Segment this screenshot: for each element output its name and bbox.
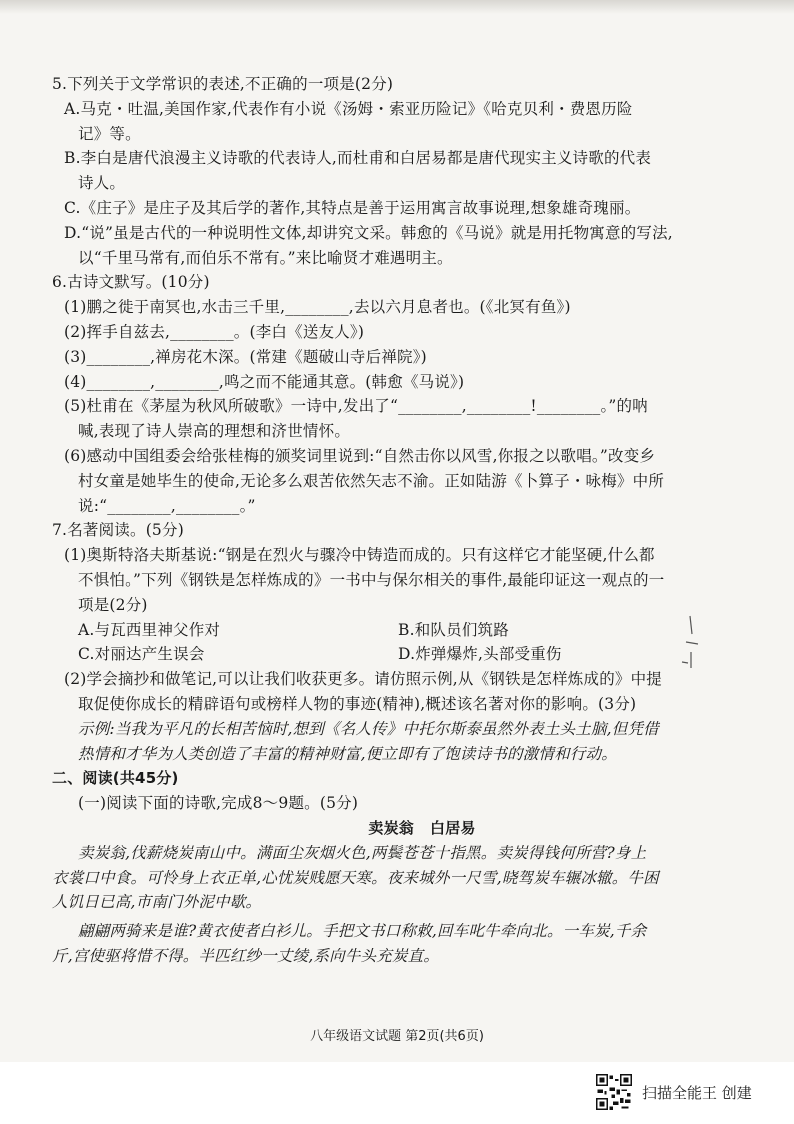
poem-stanza-2-cont: 斤,宫使驱将惜不得。半匹红纱一丈绫,系向牛头充炭直。 bbox=[52, 946, 440, 965]
watermark-text: 扫描全能王 创建 bbox=[642, 1083, 752, 1102]
reading-section bbox=[52, 766, 752, 968]
poem-title: 卖炭翁 bbox=[368, 818, 414, 837]
scan-smudge-mark bbox=[676, 612, 706, 672]
qr-code-icon bbox=[596, 1074, 632, 1110]
question-5-option-a-cont: 记》等。 bbox=[78, 124, 141, 143]
question-6 bbox=[52, 270, 752, 518]
question-7-option-c: C.对丽达产生误会 bbox=[78, 645, 205, 664]
poem-heading bbox=[52, 816, 752, 841]
question-5-option-a: A.马克・吐温,美国作家,代表作有小说《汤姆・索亚历险记》《哈克贝利・费恩历险 bbox=[64, 99, 633, 118]
question-5 bbox=[52, 72, 752, 270]
poem-author: 白居易 bbox=[430, 818, 476, 837]
question-6-item-3: (3)________,禅房花木深。(常建《题破山寺后禅院》) bbox=[64, 347, 427, 366]
question-7-options-row-2 bbox=[52, 642, 752, 667]
question-7-option-d: D.炸弹爆炸,头部受重伤 bbox=[398, 645, 562, 664]
exam-content bbox=[52, 72, 752, 969]
question-7-option-a: A.与瓦西里神父作对 bbox=[78, 620, 221, 639]
question-5-option-c: C.《庄子》是庄子及其后学的著作,其特点是善于运用寓言故事说理,想象雄奇瑰丽。 bbox=[64, 198, 641, 217]
question-5-stem: 5.下列关于文学常识的表述,不正确的一项是(2分) bbox=[52, 75, 394, 93]
question-6-item-2: (2)挥手自兹去,________。(李白《送友人》) bbox=[64, 322, 365, 341]
question-7 bbox=[52, 518, 752, 766]
question-5-option-b-cont: 诗人。 bbox=[78, 174, 126, 193]
question-7-options-row-1 bbox=[52, 618, 752, 643]
question-6-item-5-cont: 喊,表现了诗人崇高的理想和济世情怀。 bbox=[78, 422, 351, 441]
question-7-option-b: B.和队员们筑路 bbox=[398, 620, 509, 639]
question-6-item-6: (6)感动中国组委会给张桂梅的颁奖词里说到:“自然击你以风雪,你报之以歌唱。”改变乡 bbox=[64, 446, 656, 465]
question-5-option-d-cont: 以“千里马常有,而伯乐不常有。”来比喻贤才难遇明主。 bbox=[78, 248, 453, 267]
question-6-item-6-blanks: 说:“________,________。” bbox=[78, 496, 256, 515]
poem-stanza-1-end: 人饥日已高,市南门外泥中歇。 bbox=[52, 893, 262, 912]
question-7-example-cont: 热情和才华为人类创造了丰富的精神财富,便立即有了饱读诗书的激情和行动。 bbox=[78, 744, 617, 763]
question-6-item-5: (5)杜甫在《茅屋为秋风所破歌》一诗中,发出了“________,________!________。”的呐 bbox=[64, 397, 648, 416]
question-7-part-1-end: 项是(2分) bbox=[78, 595, 148, 614]
question-7-part-1: (1)奥斯特洛夫斯基说:“钢是在烈火与骤冷中铸造而成的。只有这样它才能坚硬,什么都 bbox=[64, 546, 655, 565]
question-6-stem: 6.古诗文默写。(10分) bbox=[52, 273, 210, 292]
question-7-example: 示例:当我为平凡的长相苦恼时,想到《名人传》中托尔斯泰虽然外表土头土脑,但凭借 bbox=[78, 719, 659, 738]
question-7-part-2: (2)学会摘抄和做笔记,可以让我们收获更多。请仿照示例,从《钢铁是怎样炼成的》中提 bbox=[64, 670, 663, 689]
scanner-watermark bbox=[596, 1074, 752, 1110]
question-7-part-1-cont: 不惧怕。”下列《钢铁是怎样炼成的》一书中与保尔相关的事件,最能印证这一观点的一 bbox=[78, 570, 665, 589]
question-6-item-6-cont: 村女童是她毕生的使命,无论多么艰苦依然矢志不渝。正如陆游《卜算子・咏梅》中所 bbox=[78, 471, 665, 490]
question-5-option-b: B.李白是唐代浪漫主义诗歌的代表诗人,而杜甫和白居易都是唐代现实主义诗歌的代表 bbox=[64, 149, 652, 168]
reading-instruction: (一)阅读下面的诗歌,完成8～9题。(5分) bbox=[78, 794, 359, 813]
question-6-item-4: (4)________,________,鸣之而不能通其意。(韩愈《马说》) bbox=[64, 372, 465, 391]
section-heading: 二、阅读(共45分) bbox=[52, 769, 179, 788]
question-7-stem: 7.名著阅读。(5分) bbox=[52, 521, 184, 540]
poem-stanza-1-cont: 衣裳口中食。可怜身上衣正单,心忧炭贱愿天寒。夜来城外一尺雪,晓驾炭车辗冰辙。牛困 bbox=[52, 868, 659, 887]
page-footer: 八年级语文试题 第2页(共6页) bbox=[310, 1029, 484, 1044]
poem-stanza-2: 翩翩两骑来是谁?黄衣使者白衫儿。手把文书口称敕,回车叱牛牵向北。一车炭,千余 bbox=[78, 922, 647, 941]
question-5-option-d: D.“说”虽是古代的一种说明性文体,却讲究文采。韩愈的《马说》就是用托物寓意的写法, bbox=[64, 223, 673, 242]
question-7-part-2-cont: 取促使你成长的精辟语句或榜样人物的事迹(精神),概述该名著对你的影响。(3分) bbox=[78, 694, 637, 713]
poem-stanza-1: 卖炭翁,伐薪烧炭南山中。满面尘灰烟火色,两鬓苍苍十指黑。卖炭得钱何所营?身上 bbox=[78, 843, 647, 862]
question-6-item-1: (1)鹏之徙于南冥也,水击三千里,________,去以六月息者也。(《北冥有鱼》) bbox=[64, 298, 571, 317]
